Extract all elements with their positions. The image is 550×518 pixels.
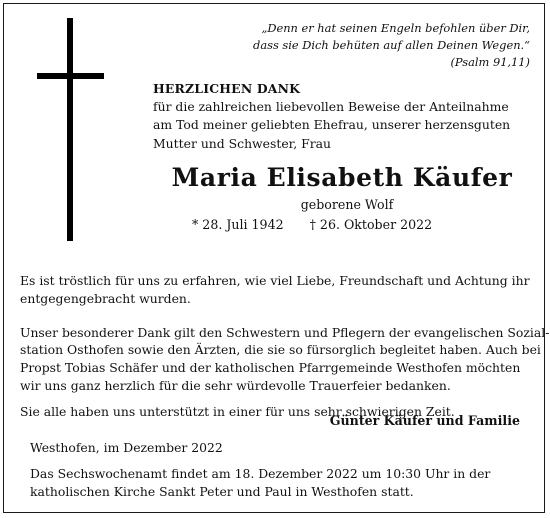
- text-line: Sie alle haben uns unterstützt in einer für uns sehr schwierigen Zeit.: [20, 403, 455, 419]
- text-line: station Osthofen sowie den Ärzten, die sie so fürsorglich begleitet haben. Auch bei: [20, 342, 541, 358]
- paragraph-special-thanks: [20, 324, 550, 395]
- cross-horizontal-beam: [37, 73, 104, 79]
- bible-quote: [250, 20, 530, 71]
- notice-line: Das Sechswochenamt findet am 18. Dezember 2022 um 10:30 Uhr in der: [30, 466, 491, 481]
- text-line: Propst Tobias Schäfer und der katholischen Pfarrgemeinde Westhofen möchten: [20, 360, 521, 376]
- thanks-block: [153, 80, 513, 153]
- thanks-heading: HERZLICHEN DANK: [153, 81, 301, 96]
- death-date: † 26. Oktober 2022: [309, 217, 433, 232]
- life-dates: [192, 217, 452, 232]
- place-date: Westhofen, im Dezember 2022: [30, 440, 223, 455]
- text-line: Unser besonderer Dank gilt den Schwestern und Pflegern der evangelischen Sozial-: [20, 324, 550, 340]
- thanks-line: für die zahlreichen liebevollen Beweise der Anteilnahme: [153, 99, 509, 115]
- signature: Günter Käufer und Familie: [329, 413, 520, 428]
- birth-date: * 28. Juli 1942: [192, 217, 284, 232]
- cross-vertical-beam: [67, 18, 73, 241]
- maiden-name: geborene Wolf: [300, 197, 394, 212]
- thanks-line: Mutter und Schwester, Frau: [153, 135, 331, 151]
- quote-line: „Denn er hat seinen Engeln befohlen über Dir,: [261, 21, 530, 35]
- body-text: [20, 264, 550, 421]
- thanks-line: am Tod meiner geliebten Ehefrau, unserer herzensguten: [153, 117, 511, 133]
- quote-line: dass sie Dich behüten auf allen Deinen Wegen.“: [253, 38, 530, 52]
- mass-notice: [30, 465, 530, 501]
- deceased-name: Maria Elisabeth Käufer: [171, 163, 513, 192]
- notice-line: katholischen Kirche Sankt Peter und Paul in Westhofen statt.: [30, 484, 414, 499]
- quote-source: (Psalm 91,11): [450, 55, 530, 69]
- text-line: Es ist tröstlich für uns zu erfahren, wie viel Liebe, Freundschaft und Achtung ihr: [20, 273, 530, 288]
- text-line: entgegengebracht wurden.: [20, 290, 191, 306]
- text-line: wir uns ganz herzlich für die sehr würdevolle Trauerfeier bedanken.: [20, 377, 451, 393]
